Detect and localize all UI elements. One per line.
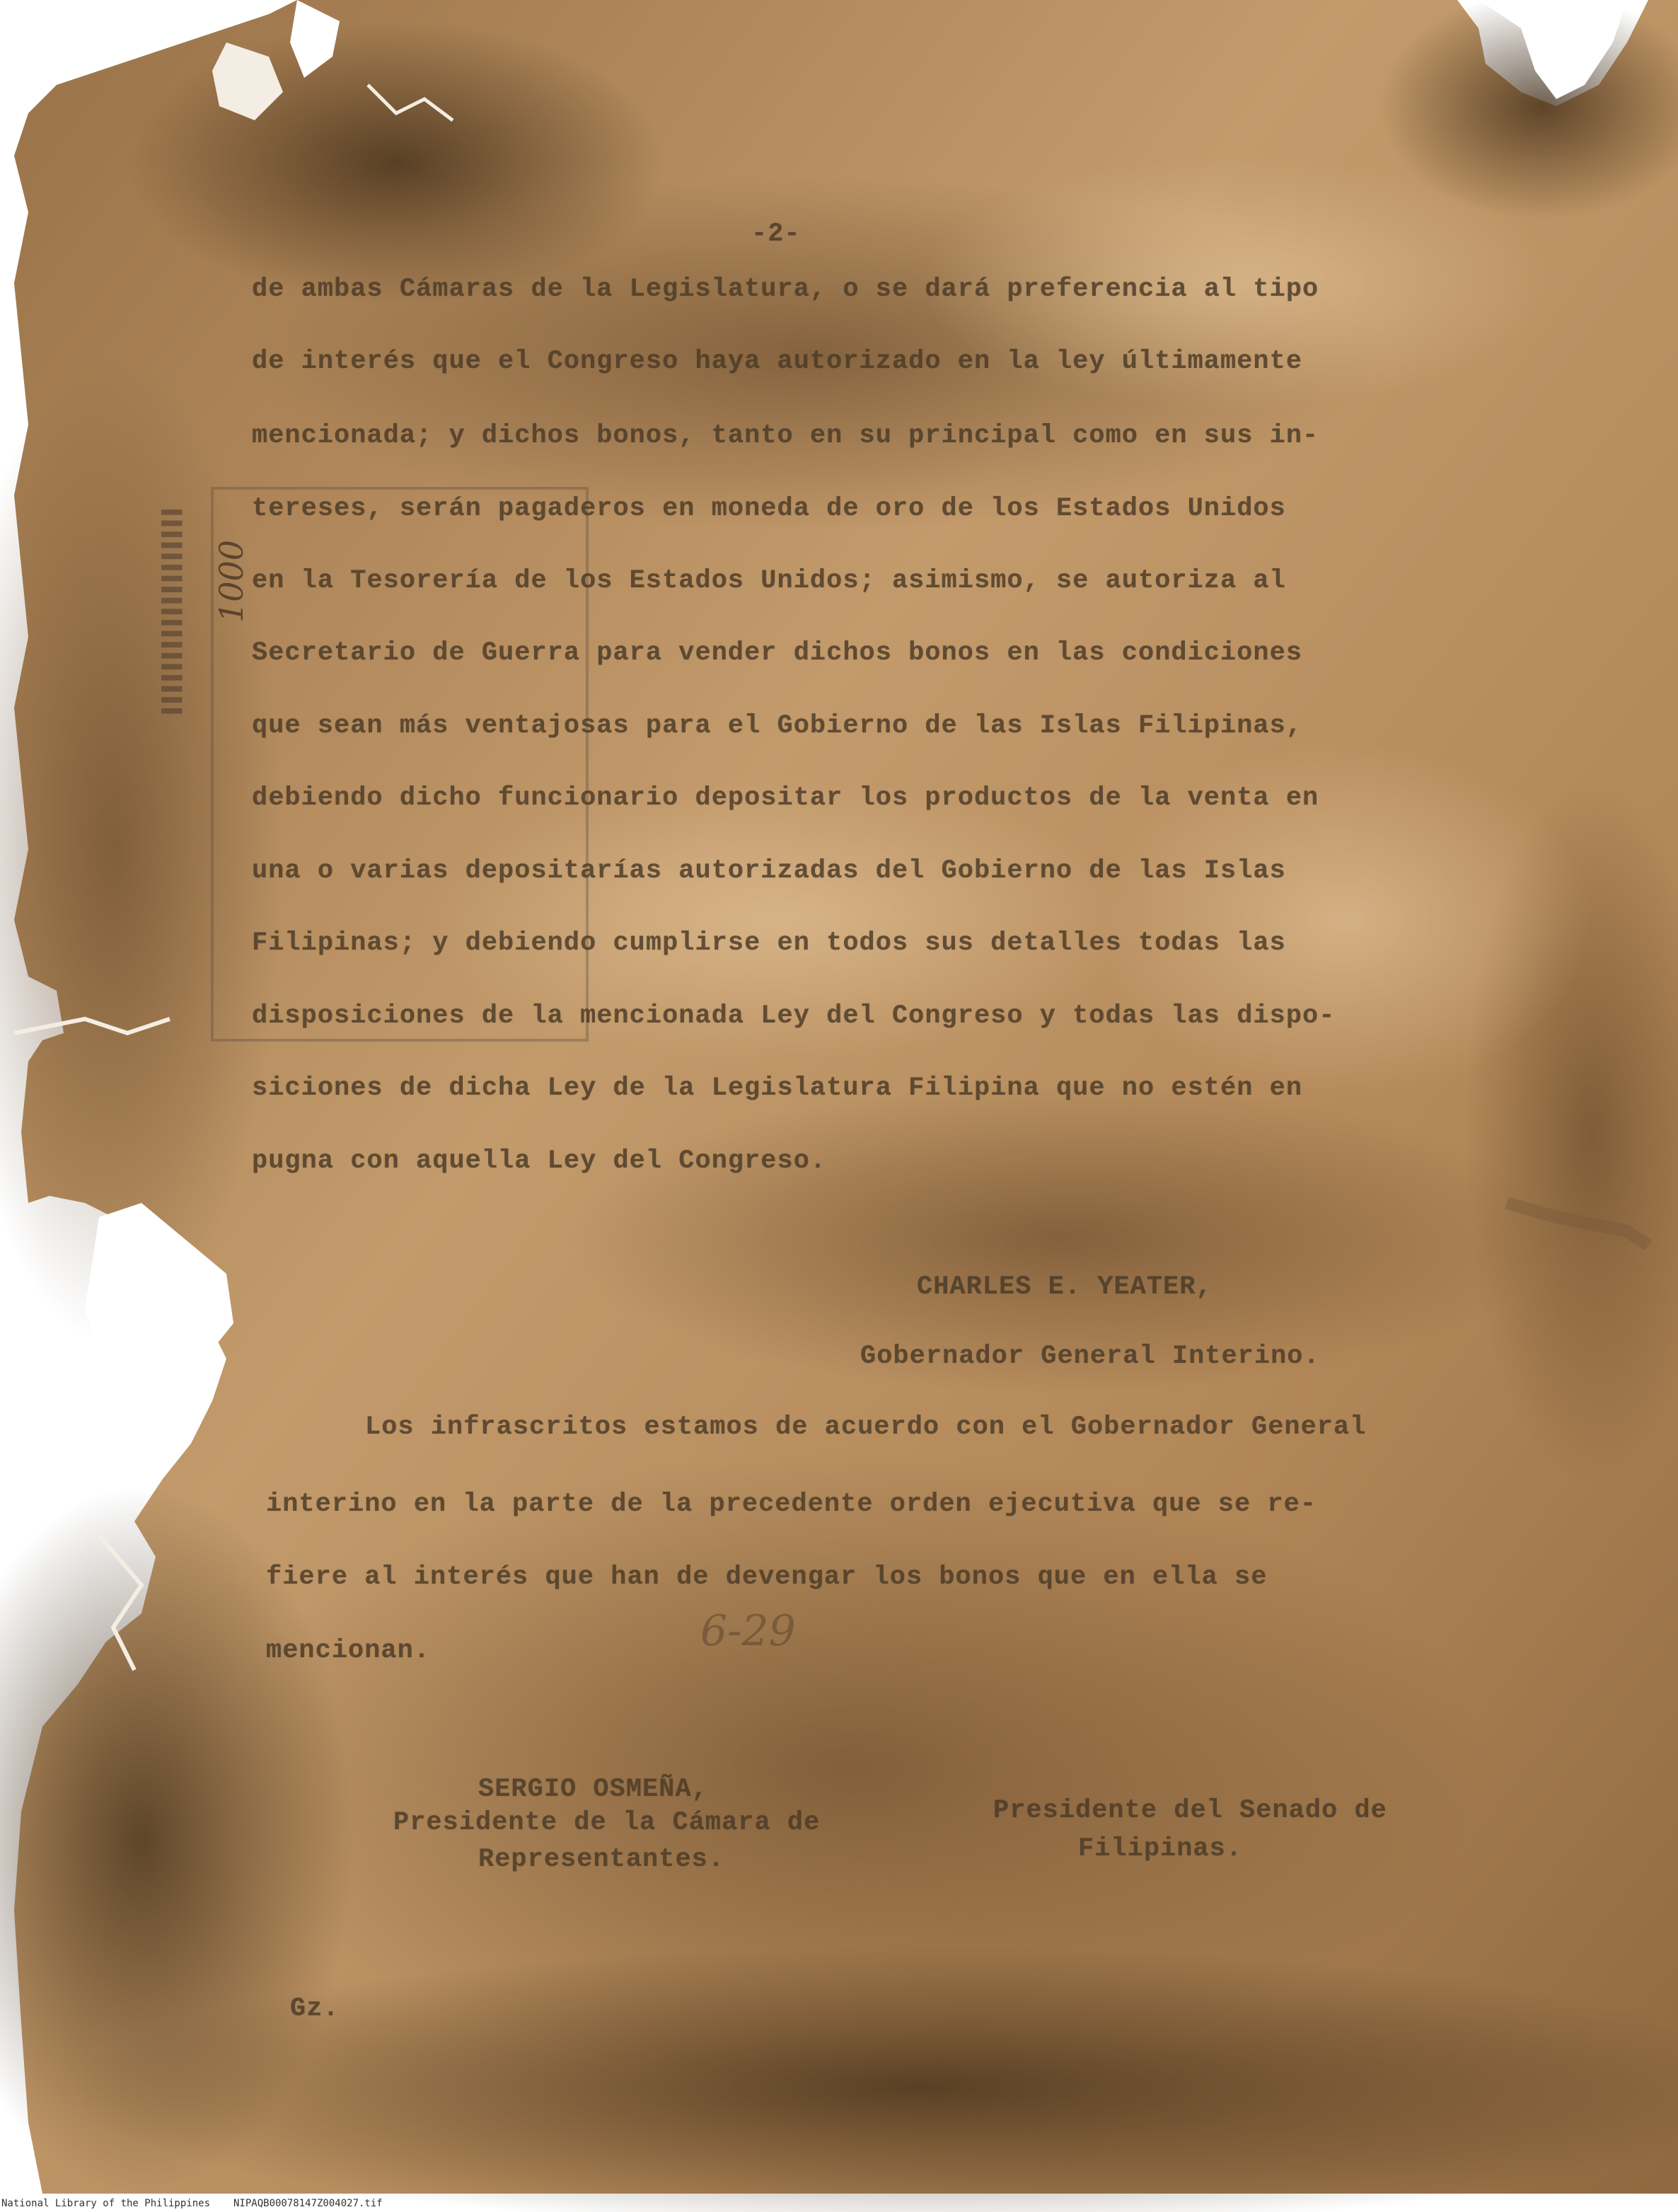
body-line: que sean más ventajosas para el Gobierno de las Islas Filipinas,	[252, 711, 1303, 741]
left-signature-title-line-1: Presidente de la Cámara de	[393, 1808, 821, 1838]
signatory-title: Gobernador General Interino.	[860, 1342, 1320, 1371]
library-credit: National Library of the Philippines	[1, 2198, 211, 2209]
concurrence-line: interino en la parte de la precedente orden ejecutiva que se re-	[266, 1490, 1317, 1519]
pencil-note: 6-29	[700, 1606, 796, 1656]
body-line: Secretario de Guerra para vender dichos bonos en las condiciones	[252, 638, 1303, 668]
stamp-text: ▌▌▌▌▌▌▌▌▌▌▌▌▌▌▌▌▌▌▌	[161, 509, 183, 720]
body-line: Filipinas; y debiendo cumplirse en todos sus detalles todas las	[252, 928, 1286, 958]
concurrence-line: Los infrascritos estamos de acuerdo con el Gobernador General	[365, 1412, 1367, 1442]
body-line: disposiciones de la mencionada Ley del Congreso y todas las dispo-	[252, 1001, 1336, 1031]
body-line: debiendo dicho funcionario depositar los productos de la venta en	[252, 783, 1319, 813]
body-line: en la Tesorería de los Estados Unidos; asimismo, se autoriza al	[252, 566, 1286, 596]
body-line: una o varias depositarías autorizadas del Gobierno de las Islas	[252, 856, 1286, 886]
scan-file-name: NIPAQB00078147Z004027.tif	[233, 2198, 383, 2209]
signatory-name: CHARLES E. YEATER,	[917, 1272, 1213, 1302]
concurrence-line: fiere al interés que han de devengar los bonos que en ella se	[266, 1562, 1268, 1592]
right-signature-title-line-1: Presidente del Senado de	[993, 1796, 1387, 1826]
left-signature-title-line-2: Representantes.	[478, 1845, 725, 1874]
typist-initials: Gz.	[290, 1994, 340, 2024]
body-line: tereses, serán pagaderos en moneda de oro de los Estados Unidos	[252, 494, 1286, 524]
page-number: -2-	[751, 219, 801, 249]
margin-handwriting: 1000	[212, 539, 250, 623]
concurrence-line: mencionan.	[266, 1636, 431, 1666]
body-line: de interés que el Congreso haya autorizado en la ley últimamente	[252, 347, 1303, 376]
body-line: pugna con aquella Ley del Congreso.	[252, 1146, 827, 1176]
body-line: mencionada; y dichos bonos, tanto en su principal como en sus in-	[252, 421, 1319, 451]
body-line: siciones de dicha Ley de la Legislatura Filipina que no estén en	[252, 1073, 1303, 1103]
left-signature-name: SERGIO OSMEÑA,	[478, 1775, 708, 1804]
right-signature-title-line-2: Filipinas.	[1078, 1834, 1243, 1864]
body-line: de ambas Cámaras de la Legislatura, o se dará preferencia al tipo	[252, 275, 1319, 304]
